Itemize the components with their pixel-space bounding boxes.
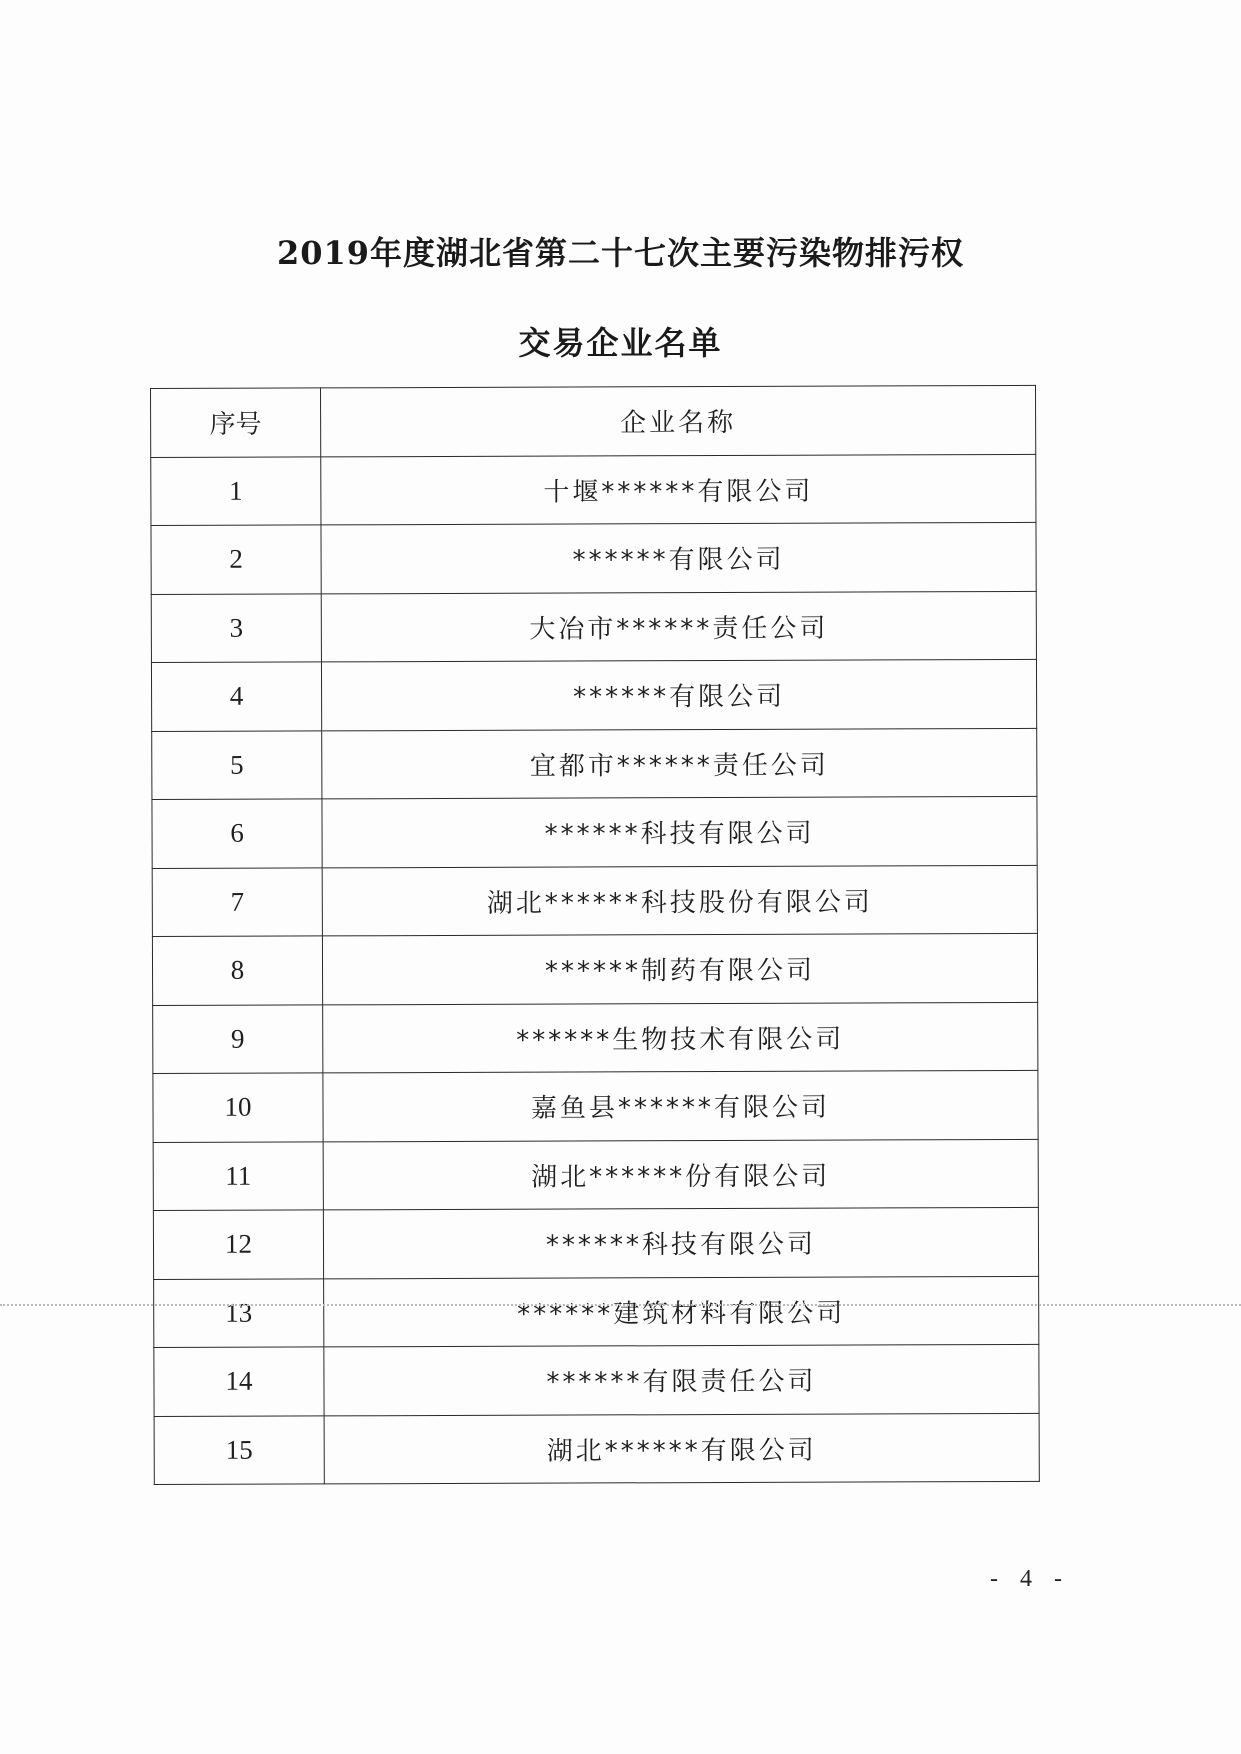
header-seq: 序号 <box>151 388 321 457</box>
table-row <box>154 1276 1039 1348</box>
row-seq-cell: 9 <box>153 1004 323 1073</box>
table-row <box>154 1344 1039 1416</box>
row-seq-cell: 11 <box>153 1141 323 1210</box>
row-seq-cell: 1 <box>151 456 321 525</box>
row-seq-cell: 13 <box>154 1278 324 1347</box>
table-row <box>154 1413 1039 1485</box>
row-seq-cell: 8 <box>152 936 322 1005</box>
row-company-name-cell: ******有限责任公司 <box>324 1344 1039 1415</box>
row-company-name-cell: 湖北******有限公司 <box>324 1413 1039 1484</box>
table-row <box>152 933 1037 1005</box>
row-company-name-cell: ******制药有限公司 <box>322 933 1037 1004</box>
row-company-name-cell: 宜都市******责任公司 <box>322 728 1037 799</box>
row-company-name-cell: 湖北******份有限公司 <box>323 1139 1038 1210</box>
table-row <box>151 659 1036 731</box>
row-company-name-cell: ******有限公司 <box>321 522 1036 593</box>
row-company-name-cell: ******科技有限公司 <box>322 796 1037 867</box>
row-seq-cell: 15 <box>154 1415 324 1484</box>
row-seq-cell: 4 <box>151 662 321 731</box>
table-row <box>151 454 1036 526</box>
table-row <box>151 591 1036 663</box>
document-title-line-2: 交易企业名单 <box>518 324 723 362</box>
row-company-name-cell: ******有限公司 <box>321 659 1036 730</box>
scan-artifact-line <box>0 1304 1241 1306</box>
table-header-row <box>151 385 1036 457</box>
table-row <box>152 728 1037 800</box>
row-seq-cell: 2 <box>151 525 321 594</box>
header-company-name: 企业名称 <box>321 385 1036 456</box>
table-row <box>152 796 1037 868</box>
row-company-name-cell: 十堰******有限公司 <box>321 454 1036 525</box>
company-list-table <box>150 385 1040 1485</box>
row-seq-cell: 3 <box>151 593 321 662</box>
row-company-name-cell: 湖北******科技股份有限公司 <box>322 865 1037 936</box>
row-seq-cell: 14 <box>154 1347 324 1416</box>
row-seq-cell: 5 <box>152 730 322 799</box>
table-row <box>153 1070 1038 1142</box>
row-seq-cell: 7 <box>152 867 322 936</box>
table-row <box>153 1002 1038 1074</box>
row-company-name-cell: ******建筑材料有限公司 <box>324 1276 1039 1347</box>
row-company-name-cell: ******科技有限公司 <box>323 1207 1038 1278</box>
row-seq-cell: 6 <box>152 799 322 868</box>
document-title-line-1: 2019年度湖北省第二十七次主要污染物排污权 <box>276 234 965 272</box>
row-company-name-cell: 嘉鱼县******有限公司 <box>323 1070 1038 1141</box>
table-body <box>151 454 1040 1485</box>
row-seq-cell: 10 <box>153 1073 323 1142</box>
table-row <box>151 522 1036 594</box>
row-company-name-cell: 大冶市******责任公司 <box>321 591 1036 662</box>
table-row <box>152 865 1037 937</box>
table-row <box>153 1207 1038 1279</box>
page-number: - 4 - <box>990 1566 1070 1592</box>
table-row <box>153 1139 1038 1211</box>
row-seq-cell: 12 <box>153 1210 323 1279</box>
row-company-name-cell: ******生物技术有限公司 <box>323 1002 1038 1073</box>
